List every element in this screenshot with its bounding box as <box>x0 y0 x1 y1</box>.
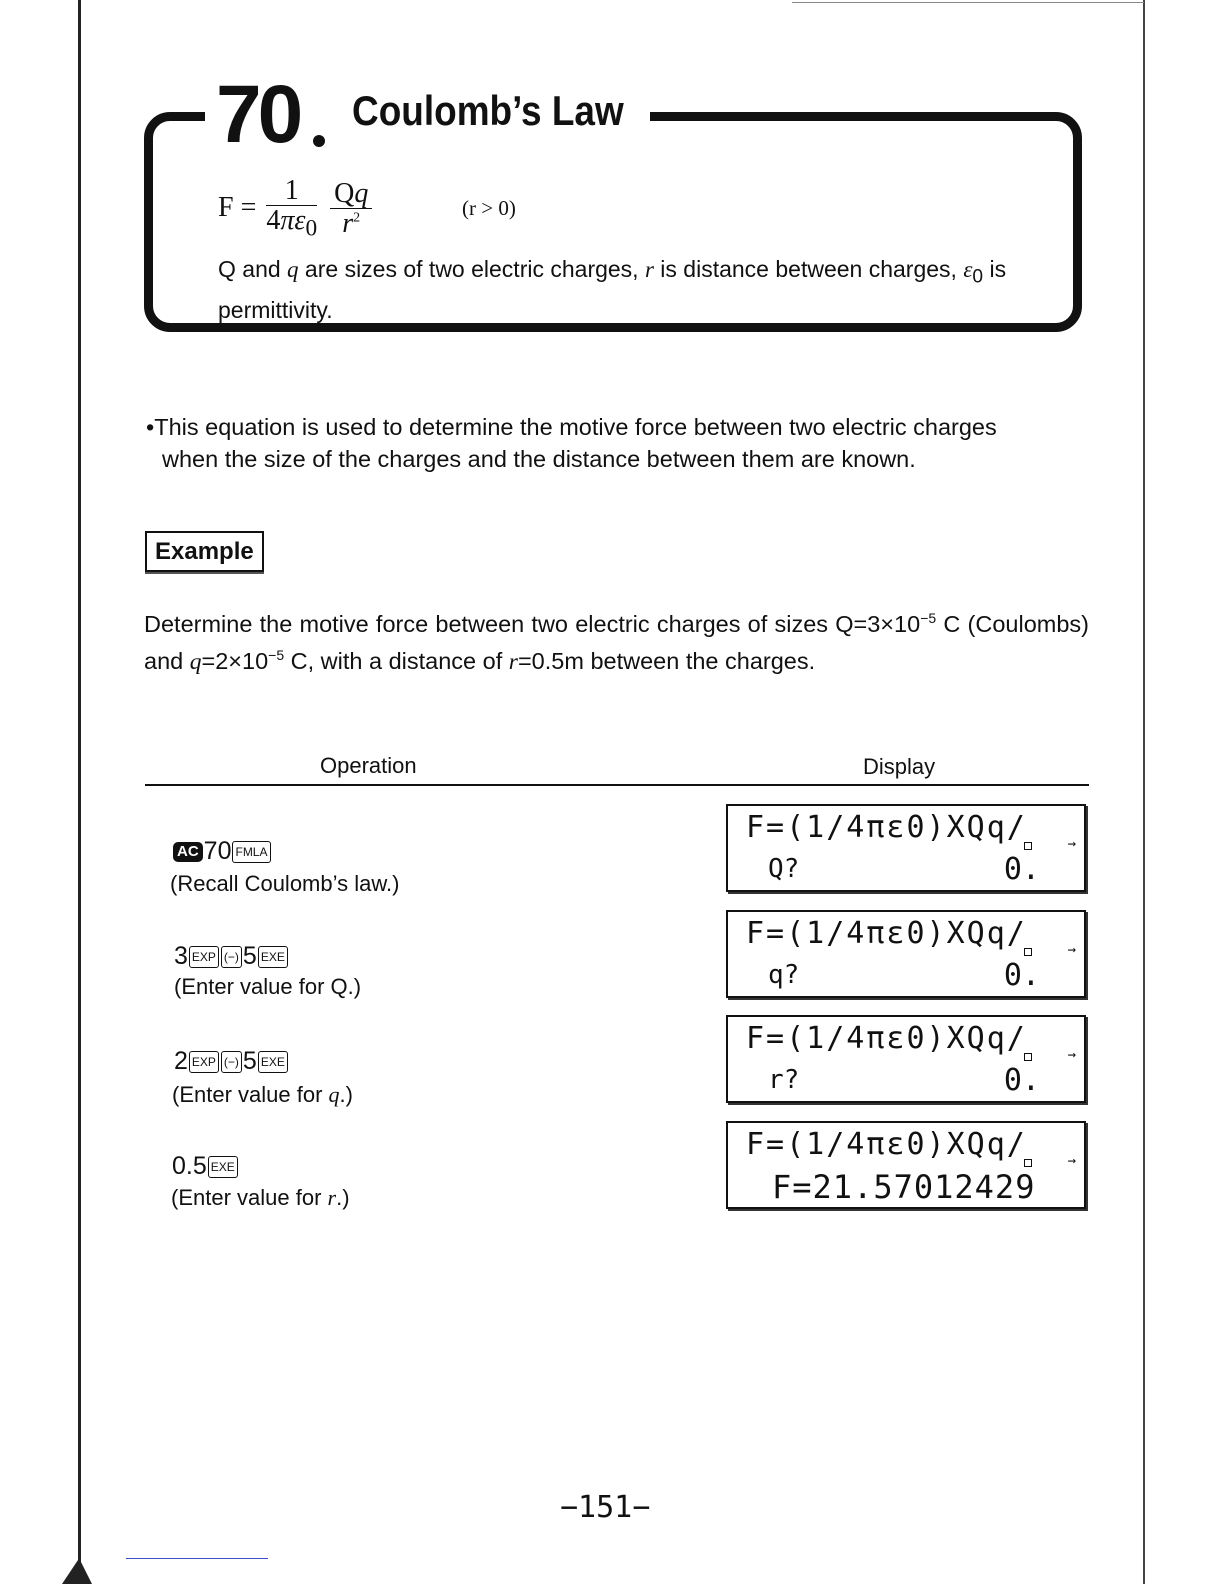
desc-eps-sub: 0 <box>972 266 984 288</box>
step-2-note: (Enter value for Q.) <box>174 974 362 999</box>
step-2-digit-1: 3 <box>174 942 188 970</box>
frac1-den-symbol: πε <box>280 205 306 237</box>
step-2-keys <box>174 941 289 971</box>
display-2-arrow-icon: → <box>1067 942 1076 958</box>
display-4-indicator-icon <box>1024 1159 1032 1167</box>
step-3-keys <box>174 1046 289 1076</box>
step-2-digit-2: 5 <box>242 942 257 970</box>
frac2-denominator <box>330 209 372 240</box>
step-1-keys <box>172 836 272 866</box>
example-label: Example <box>145 531 264 572</box>
formula-lhs: F = <box>218 191 257 223</box>
display-1 <box>726 804 1086 892</box>
problem-exp-1: −5 <box>920 610 937 626</box>
negative-key-icon: (−) <box>221 1051 242 1073</box>
display-2-line-1: F=(1/4πε0)XQq/ <box>746 916 1027 951</box>
exe-key-icon: EXE <box>258 1051 288 1073</box>
display-1-value: 0. <box>1003 852 1040 887</box>
display-1-arrow-icon: → <box>1067 836 1076 852</box>
step-3-note-q: q <box>328 1082 340 1107</box>
frac2-num-Q: Q <box>334 177 355 209</box>
negative-key-icon: (−) <box>221 946 242 968</box>
step-1-digits: 70 <box>203 837 232 865</box>
fmla-key-icon: FMLA <box>232 841 270 863</box>
example-problem <box>144 603 1089 678</box>
display-4-arrow-icon: → <box>1067 1153 1076 1169</box>
frac2-den-sup: 2 <box>353 210 361 226</box>
chapter-number: 70 <box>216 69 300 160</box>
frac2-num-q: q <box>354 177 369 209</box>
step-4-note-a: (Enter value for <box>171 1185 328 1210</box>
desc-eps: ε <box>963 257 973 282</box>
corner-triangle-icon <box>62 1560 92 1584</box>
step-4-note-b: .) <box>336 1185 350 1210</box>
display-2-indicator-icon <box>1024 948 1032 956</box>
problem-part-4: C, with a distance of <box>284 647 509 674</box>
step-4-keys <box>172 1151 239 1181</box>
display-3-line-1: F=(1/4πε0)XQq/ <box>746 1021 1027 1056</box>
problem-part-2: C (Coulombs) and <box>144 610 1089 674</box>
problem-part-1: Determine the motive force between two electric charges of sizes Q=3×10 <box>144 610 921 637</box>
table-header-rule <box>145 784 1089 786</box>
display-3-value: 0. <box>1003 1063 1040 1098</box>
ac-key-icon: AC <box>173 842 203 862</box>
bottom-line <box>126 1558 268 1559</box>
display-2-value: 0. <box>1003 958 1040 993</box>
display-4-line-1: F=(1/4πε0)XQq/ <box>746 1127 1027 1162</box>
step-4-note <box>171 1184 350 1212</box>
display-4-result: F=21.57012429 <box>772 1168 1036 1206</box>
step-3-digit-2: 5 <box>242 1047 257 1075</box>
desc-end: is permittivity. <box>218 256 1007 323</box>
display-2-prompt: q? <box>768 960 800 990</box>
desc-and: and <box>235 256 288 282</box>
frac2-numerator <box>330 179 372 209</box>
frac1-den-sub: 0 <box>305 215 318 242</box>
formula-condition: (r > 0) <box>462 196 516 220</box>
display-2 <box>726 910 1086 998</box>
page-number: −151− <box>560 1490 651 1525</box>
intro-paragraph <box>146 411 1096 475</box>
formula-description <box>218 253 1018 326</box>
intro-line-2: when the size of the charges and the distance between them are known. <box>162 446 916 472</box>
desc-r: r <box>644 257 654 282</box>
column-operation-header: Operation <box>320 753 417 778</box>
display-1-prompt: Q? <box>768 854 800 884</box>
exe-key-icon: EXE <box>208 1156 238 1178</box>
step-3-digit-1: 2 <box>174 1047 188 1075</box>
problem-r: r <box>508 648 518 675</box>
problem-q: q <box>189 648 202 675</box>
frac1-den-coef: 4 <box>266 205 281 237</box>
frac1-denominator <box>266 206 317 242</box>
display-1-indicator-icon <box>1024 842 1032 850</box>
chapter-dot <box>313 135 325 147</box>
page-top-edge <box>792 2 1144 3</box>
step-4-digits: 0.5 <box>172 1152 207 1180</box>
desc-tail: is distance between charges, <box>653 256 964 282</box>
exp-key-icon: EXP <box>189 946 219 968</box>
frac2-den-r: r <box>342 208 354 240</box>
exp-key-icon: EXP <box>189 1051 219 1073</box>
problem-part-3: =2×10 <box>201 647 269 674</box>
desc-mid: are sizes of two electric charges, <box>298 256 645 282</box>
formula-fraction-charges <box>330 179 372 240</box>
display-3-arrow-icon: → <box>1067 1047 1076 1063</box>
problem-exp-2: −5 <box>268 646 285 663</box>
step-1-note: (Recall Coulomb’s law.) <box>170 871 400 896</box>
column-display-header: Display <box>863 754 936 779</box>
display-1-line-1: F=(1/4πε0)XQq/ <box>746 810 1027 845</box>
display-3-indicator-icon <box>1024 1053 1032 1061</box>
frac1-numerator: 1 <box>266 176 317 206</box>
coulomb-formula <box>218 176 375 243</box>
display-3 <box>726 1015 1086 1103</box>
page-right-edge <box>1143 0 1145 1584</box>
page-left-edge <box>78 0 81 1584</box>
formula-fraction-constant <box>266 176 317 243</box>
step-3-note-a: (Enter value for <box>172 1082 329 1107</box>
exe-key-icon: EXE <box>258 946 288 968</box>
step-4-note-r: r <box>327 1185 337 1210</box>
display-4 <box>726 1121 1086 1209</box>
problem-part-5: =0.5m between the charges. <box>517 647 816 674</box>
desc-Q: Q <box>218 256 236 282</box>
desc-q: q <box>287 257 299 282</box>
step-3-note-b: .) <box>339 1082 353 1107</box>
chapter-title: Coulomb’s Law <box>352 87 624 134</box>
display-3-prompt: r? <box>768 1065 800 1095</box>
step-3-note <box>172 1081 353 1109</box>
intro-line-1: •This equation is used to determine the motive force between two electric charges <box>146 414 997 440</box>
